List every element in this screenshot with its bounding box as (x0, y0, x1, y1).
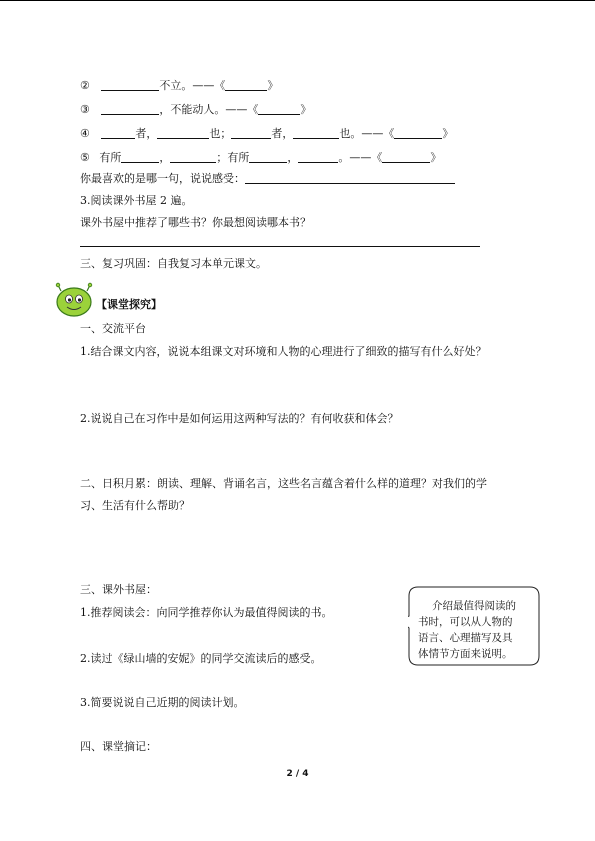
answer-blank[interactable] (293, 127, 339, 139)
answer-blank[interactable] (394, 127, 442, 139)
top-rule (0, 0, 595, 1)
answer-blank[interactable] (231, 127, 271, 139)
reading-title: 3.阅读课外书屋 2 遍。 (80, 194, 193, 207)
answer-blank[interactable] (101, 79, 159, 91)
answer-blank[interactable] (170, 151, 216, 163)
fill-item-5: ⑤ 有所 ， ；有所 ， 。——《 》 (80, 151, 442, 164)
fill-item-4: ④ 者， 也； 者， 也。——《 》 (80, 127, 454, 140)
answer-line[interactable] (80, 246, 480, 247)
answer-blank[interactable] (298, 151, 338, 163)
bookhouse-item-1: 1.推荐阅读会：向同学推荐你认为最值得阅读的书。 (80, 606, 333, 619)
accumulate-line-2: 习、生活有什么帮助？ (80, 499, 190, 512)
item-number: ② (80, 79, 90, 92)
question-1: 1.结合课文内容，说说本组课文对环境和人物的心理进行了细致的描写有什么好处？ (80, 345, 487, 358)
item-number: ⑤ (80, 151, 90, 164)
fill-item-3: ③ ，不能动人。——《 》 (80, 103, 312, 116)
answer-blank[interactable] (258, 103, 300, 115)
answer-blank[interactable] (101, 127, 135, 139)
answer-blank[interactable] (249, 151, 287, 163)
answer-blank[interactable] (157, 127, 209, 139)
reading-question: 课外书屋中推荐了哪些书？你最想阅读哪本书？ (80, 216, 311, 229)
fill-item-2: ② 不立。——《 》 (80, 79, 279, 92)
bookhouse-heading: 三、课外书屋： (80, 583, 157, 596)
favorite-prompt-line (80, 172, 455, 186)
answer-blank[interactable] (101, 103, 159, 115)
mascot-icon (52, 280, 96, 320)
accumulate-line-1: 二、日积月累：朗读、理解、背诵名言，这些名言蕴含着什么样的道理？对我们的学 (80, 477, 487, 490)
bookhouse-item-2: 2.读过《绿山墙的安妮》的同学交流读后的感受。 (80, 652, 322, 665)
review-heading: 三、复习巩固：自我复习本单元课文。 (80, 257, 267, 270)
bookhouse-item-3: 3.简要说说自己近期的阅读计划。 (80, 696, 245, 709)
exchange-heading: 一、交流平台 (80, 322, 146, 335)
callout-text: 介绍最值得阅读的 书时，可以从人物的 语言、心理描写及具 体情节方面来说明。 (418, 600, 516, 660)
item-number: ④ (80, 127, 90, 140)
page-number: 2 / 4 (286, 769, 309, 779)
answer-blank[interactable] (121, 151, 159, 163)
section-title: 【课堂探究】 (96, 298, 162, 311)
answer-blank[interactable] (382, 151, 430, 163)
favorite-prompt: 你最喜欢的是哪一句，说说感受： (80, 172, 245, 185)
notes-heading: 四、课堂摘记： (80, 740, 157, 753)
answer-blank[interactable] (225, 79, 267, 91)
question-2: 2.说说自己在习作中是如何运用这两种写法的？有何收获和体会？ (80, 412, 399, 425)
item-number: ③ (80, 103, 90, 116)
answer-blank[interactable] (245, 172, 455, 184)
